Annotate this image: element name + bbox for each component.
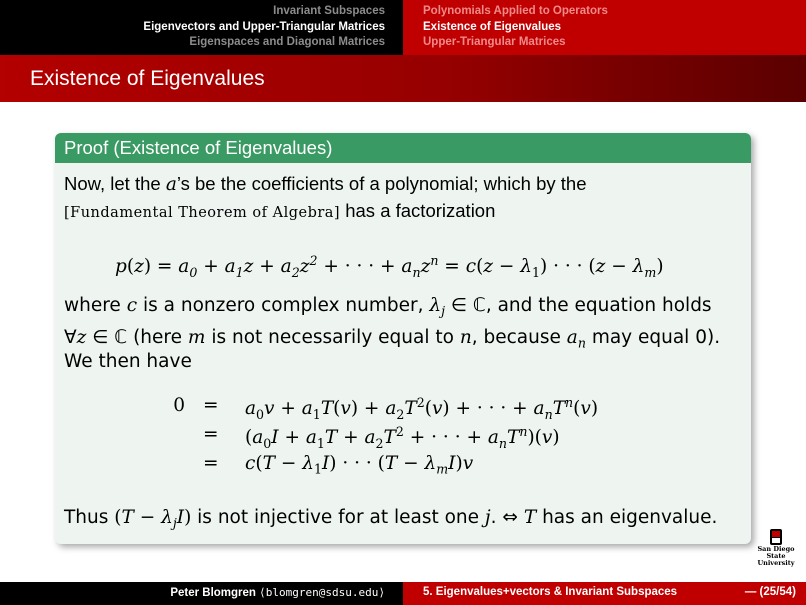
header-bar [0, 0, 806, 55]
section-nav [143, 4, 385, 51]
footer-section-title: 5. Eigenvalues+vectors & Invariant Subspaces [423, 586, 678, 598]
proof-paragraph-2: where c is a nonzero complex number, $\lambda_j$ ∈ ℂ, and the equation holds ∀z ∈ ℂ (here m is not necessarily equal to n, because $a_n$ may equal 0). [64, 295, 721, 351]
frame-title-bar [0, 55, 806, 102]
proof-conclusion: Thus $(T - \lambda_jI)$ is not injective for at least one j. ⇔ T has an eigenvalue. [64, 507, 718, 531]
footer-page-counter: — (25/54) [744, 586, 796, 598]
polynomial-factorization-equation: $p(z) = a_0 + a_1z + a_2z^2$ + · · · + $a_nz^n = c(z - \lambda_1)$ · · · $(z - \lambda_m)$ [115, 253, 664, 280]
sdsu-seal-icon [769, 528, 783, 546]
footer-left-panel [0, 582, 403, 605]
proof-paragraph-1: Now, let the a’s be the coefficients of a polynomial; which by the [Fundamental Theorem of Algebra] has a factorization [64, 173, 587, 221]
theorem-reference: [Fundamental Theorem of Algebra] [64, 205, 341, 221]
footer-email[interactable]: ⟨blomgren@sdsu.edu⟩ [259, 586, 385, 599]
proof-paragraph-3: We then have [64, 351, 192, 372]
nav-item-polynomials-operators[interactable]: Polynomials Applied to Operators [423, 5, 608, 17]
logo-line-1: San Diego State [757, 545, 795, 560]
footer-right-panel [403, 582, 806, 605]
nav-item-upper-triangular-matrices[interactable]: Upper-Triangular Matrices [423, 36, 566, 48]
subsection-nav [423, 4, 608, 51]
proof-body [55, 163, 751, 226]
nav-item-existence-eigenvalues[interactable]: Existence of Eigenvalues [423, 20, 562, 33]
nav-item-eigenvectors-upper-triangular[interactable]: Eigenvectors and Upper-Triangular Matrices [143, 20, 385, 33]
nav-item-eigenspaces-diagonal[interactable]: Eigenspaces and Diagonal Matrices [189, 36, 385, 48]
proof-title: Proof (Existence of Eigenvalues) [55, 133, 751, 163]
slide-title: Existence of Eigenvalues [30, 67, 265, 90]
header-right-panel [403, 0, 806, 55]
proof-block: Proof (Existence of Eigenvalues) Now, let the a’s be the coefficients of a polynomial; which by the [Fundamental Theorem of Algebra] has a factorization $p(z) = a_0 + a_1z + a_2z^2$ + · · · + $a_nz^n = c(z - \lambda_1)$ · · · $(z - \lambda_m)$ where c is a nonzero complex number, $\lambda_j$ ∈ ℂ, and the equation holds ∀z ∈ ℂ (here m is not necessarily equal to n, because $a_n$ may equal 0). We then have 0 = $a_0v + a_1T(v) + a_2T^2(v)$ + · · · + $a_nT^n(v)$ = ($a_0I + a_1T + a_2T^2$ + · · · + $a_nT^n)(v)$ = $c(T - \lambda_1I)$ · · · $(T - \lambda_mI)v$ Thus $(T - \lambda_jI)$ is not injective for at least one j. ⇔ T has an eigenvalue. [55, 133, 751, 544]
header-left-panel [0, 0, 403, 55]
footer-author: Peter Blomgren ⟨blomgren@sdsu.edu⟩ [170, 586, 385, 599]
logo-line-2: University [757, 559, 795, 567]
footer-bar [0, 582, 806, 605]
sdsu-logo [748, 528, 804, 574]
nav-item-invariant-subspaces[interactable]: Invariant Subspaces [273, 5, 385, 17]
